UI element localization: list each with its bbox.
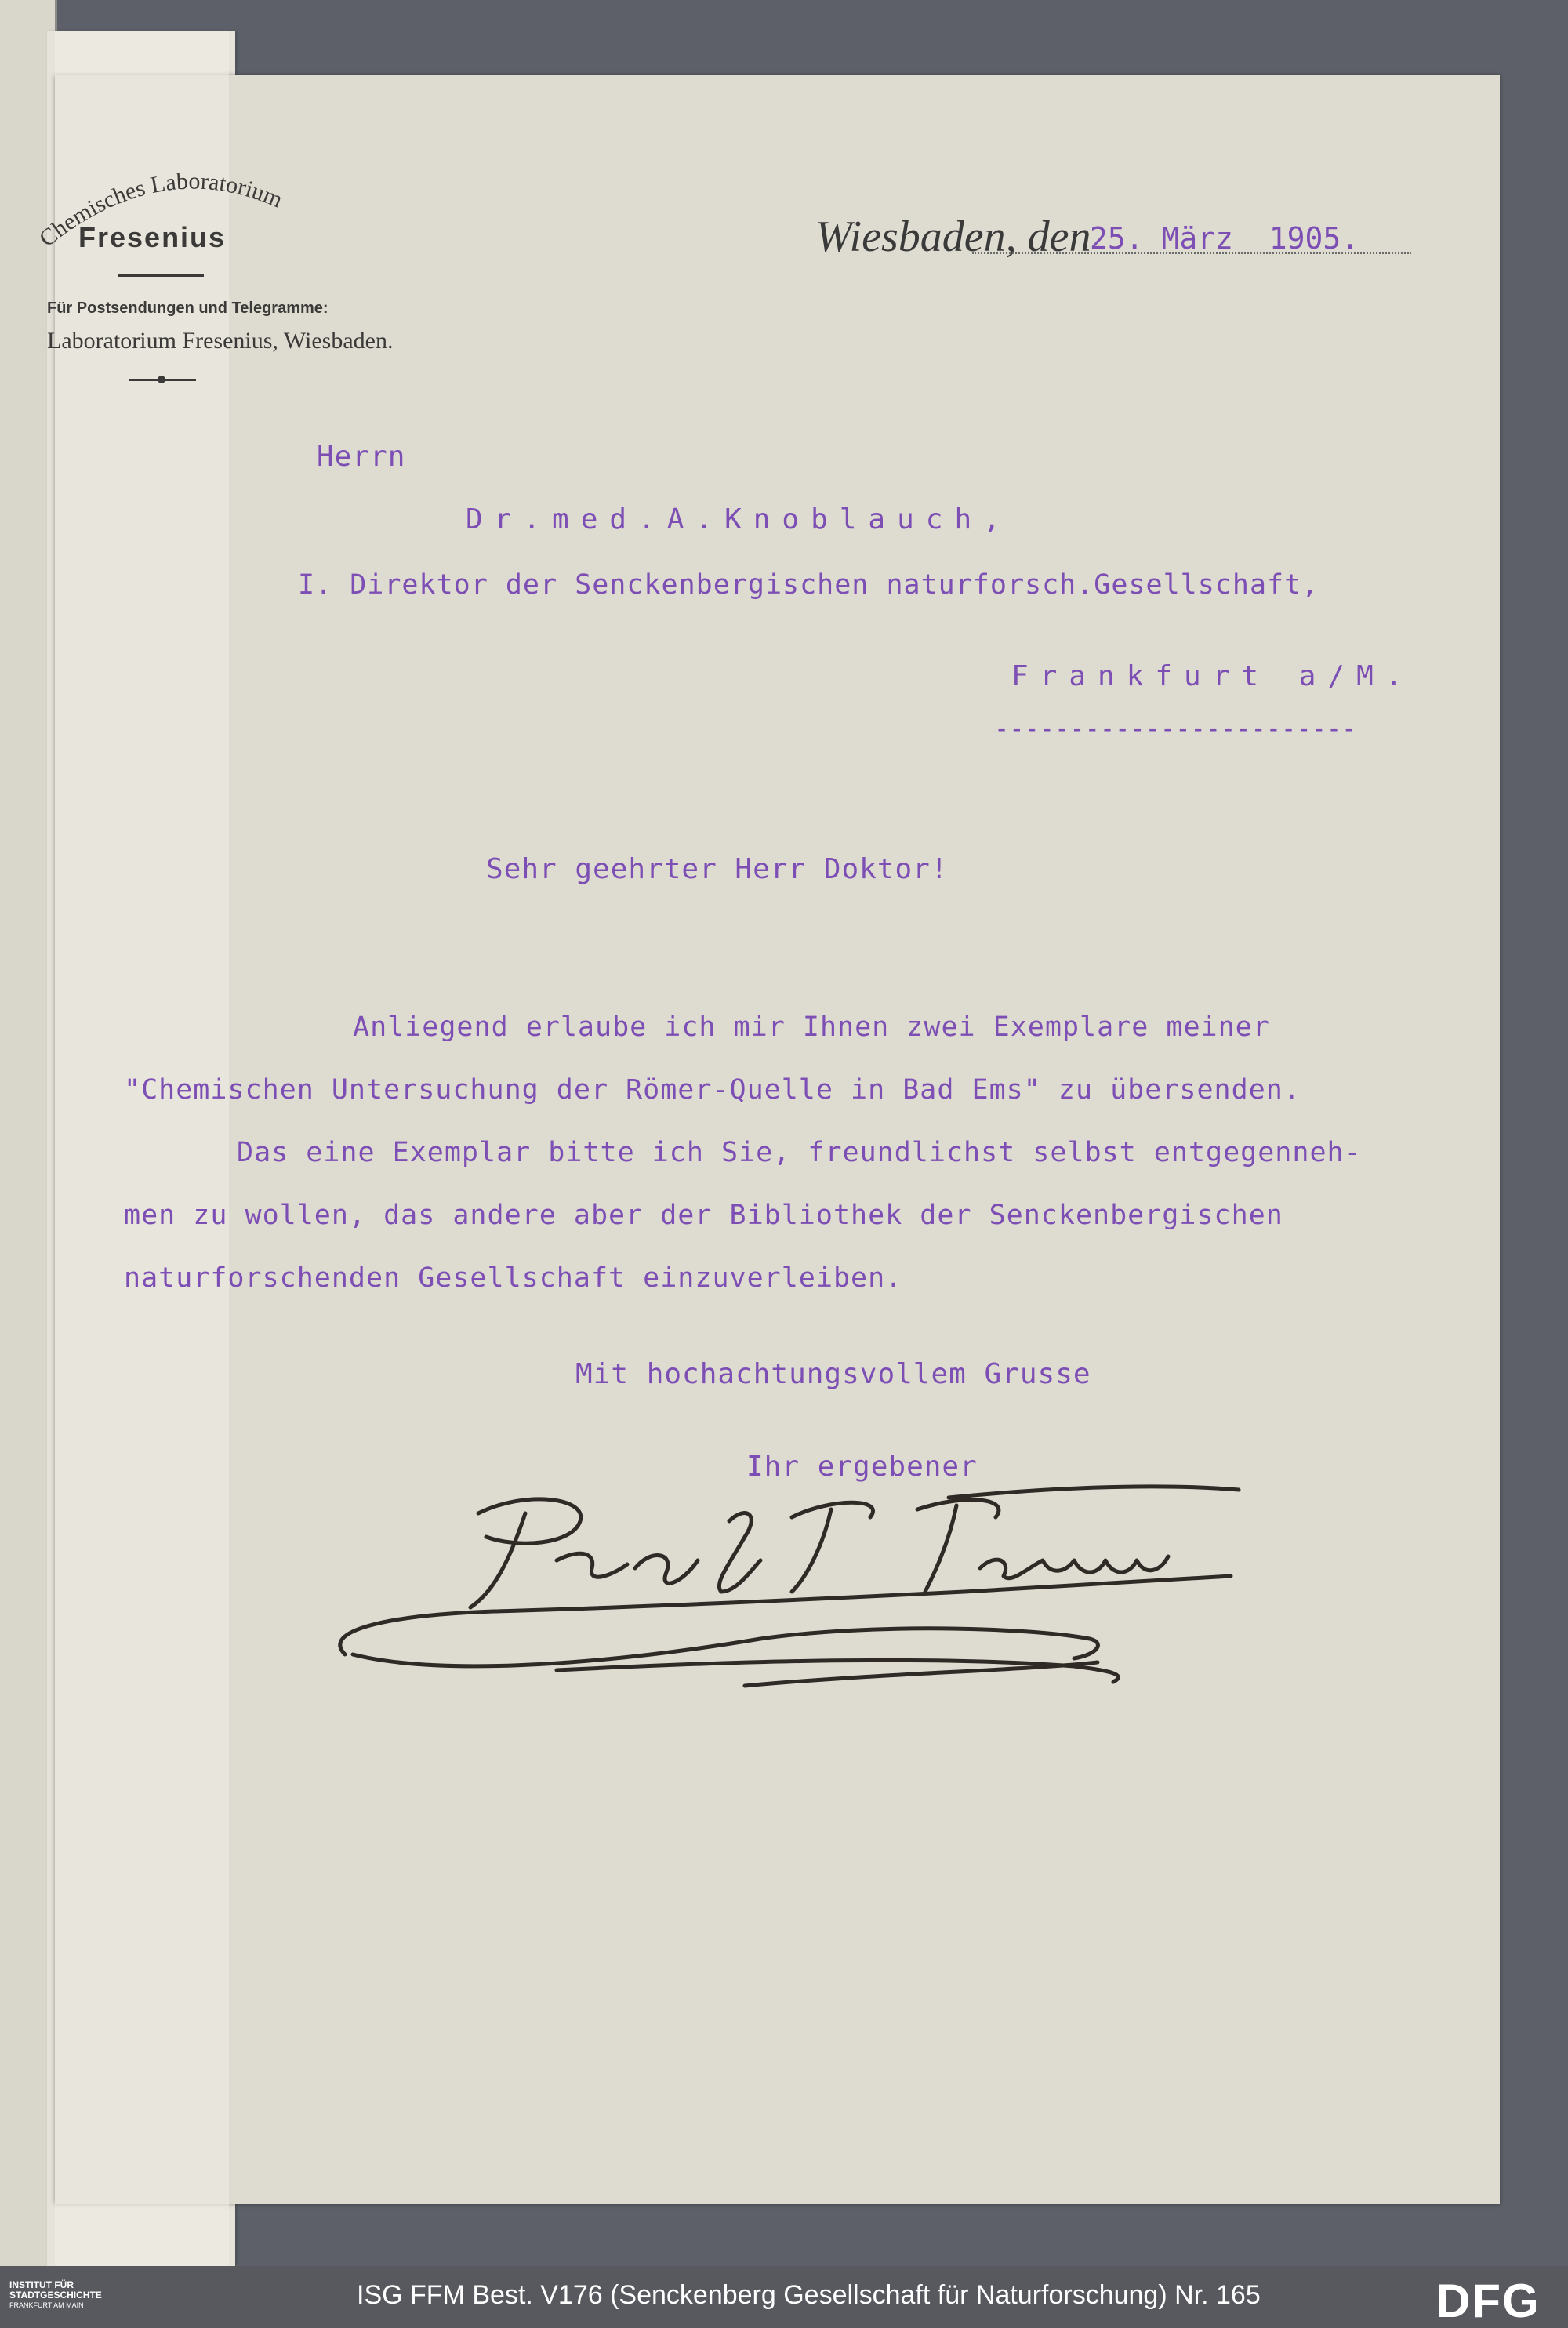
letterhead-address: Laboratorium Fresenius, Wiesbaden. bbox=[47, 328, 394, 354]
body-line-1: Anliegend erlaube ich mir Ihnen zwei Exemplare meiner bbox=[353, 1011, 1270, 1043]
body-line-3: Das eine Exemplar bitte ich Sie, freundlichst selbst entgegenneh- bbox=[237, 1137, 1362, 1168]
recipient-title: I. Direktor der Senckenbergischen naturforsch.Gesellschaft, bbox=[298, 569, 1319, 601]
letter-greeting: Sehr geehrter Herr Doktor! bbox=[486, 853, 949, 885]
archive-caption: ISG FFM Best. V176 (Senckenberg Gesellschaft für Naturforschung) Nr. 165 bbox=[357, 2280, 1261, 2310]
institution-logo bbox=[9, 2280, 102, 2311]
institution-line-2: STADTGESCHICHTE bbox=[9, 2290, 102, 2301]
institution-line-3: FRANKFURT AM MAIN bbox=[9, 2301, 84, 2309]
body-line-4: men zu wollen, das andere aber der Bibliothek der Senckenbergischen bbox=[124, 1200, 1283, 1231]
body-line-5: naturforschenden Gesellschaft einzuverleiben. bbox=[124, 1262, 903, 1294]
sheet-fold-overlay bbox=[55, 31, 229, 2266]
handwritten-signature bbox=[321, 1474, 1247, 1702]
letterhead-ornament-dot bbox=[158, 376, 165, 383]
letterhead-rule bbox=[118, 274, 204, 277]
institution-line-1: INSTITUT FÜR bbox=[9, 2279, 74, 2290]
recipient-city-underline: ------------------------ bbox=[994, 714, 1357, 743]
archive-footer bbox=[0, 2266, 1568, 2328]
letterhead-arc-text: Chemisches Laboratorium bbox=[34, 168, 287, 252]
letterhead-name: Fresenius bbox=[78, 221, 227, 253]
dateline-place: Wiesbaden, den bbox=[815, 212, 1091, 261]
dateline-date: 25. März 1905. bbox=[1090, 221, 1359, 256]
body-line-2: "Chemischen Untersuchung der Römer-Quelle in Bad Ems" zu übersenden. bbox=[124, 1074, 1301, 1106]
letterhead-postal-line: Für Postsendungen und Telegramme: bbox=[47, 300, 328, 317]
recipient-name: Dr.med.A.Knoblauch, bbox=[466, 503, 1012, 536]
recipient-city: Frankfurt a/M. bbox=[1011, 660, 1414, 692]
recipient-prefix: Herrn bbox=[317, 441, 406, 473]
dfg-logo: DFG bbox=[1436, 2275, 1541, 2327]
letter-sign-off: Ihr ergebener bbox=[746, 1451, 978, 1483]
letter-closing: Mit hochachtungsvollem Grusse bbox=[575, 1358, 1091, 1390]
